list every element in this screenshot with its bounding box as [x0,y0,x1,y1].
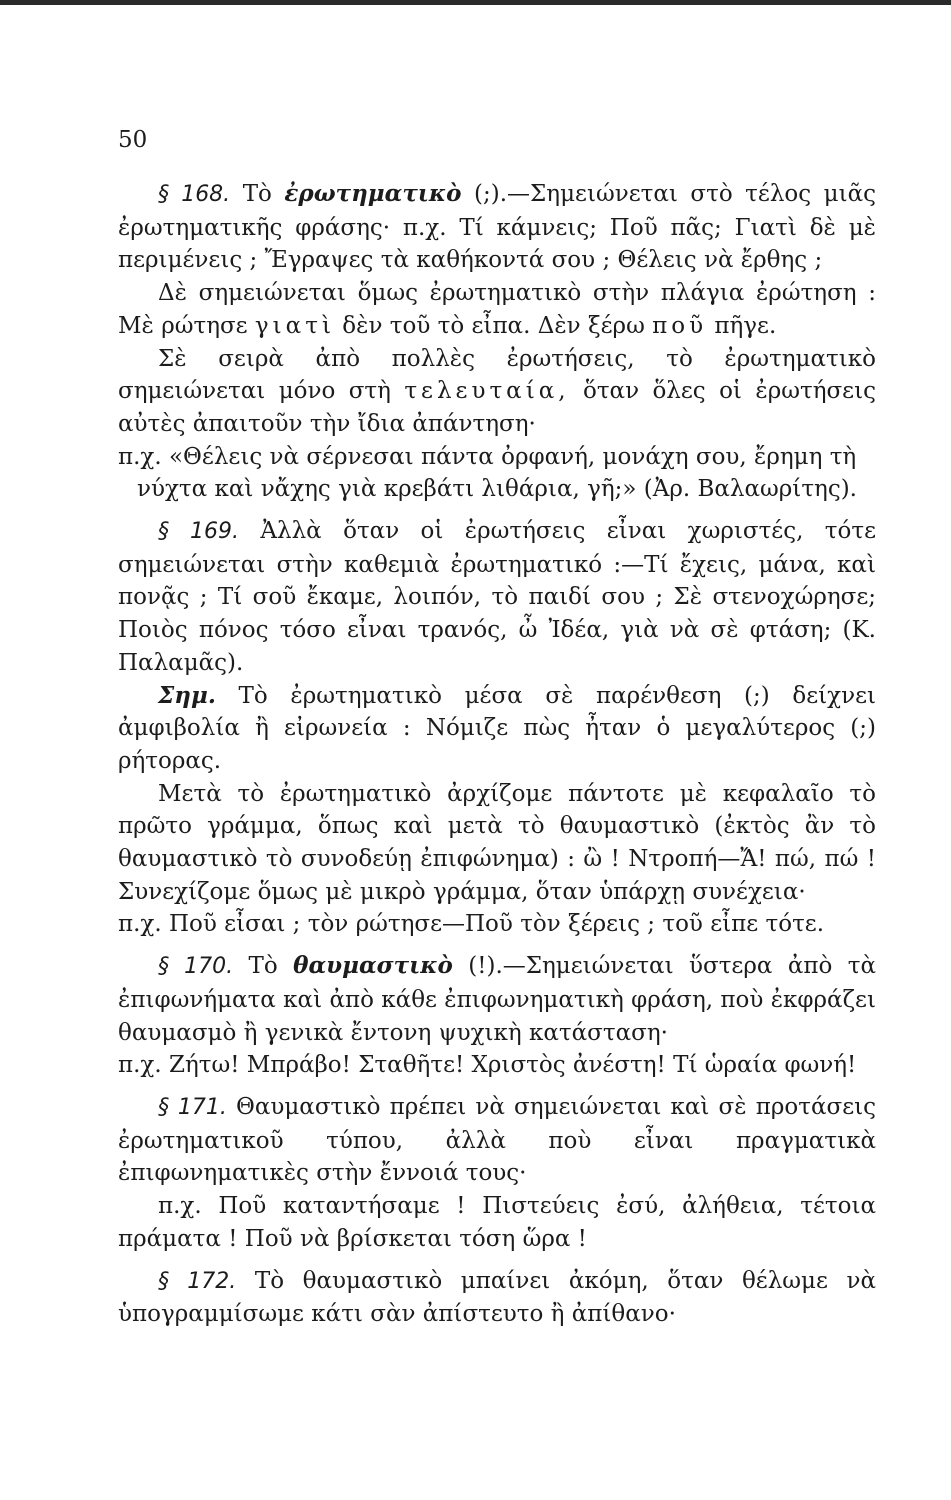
scan-top-border [0,0,951,5]
spaced-word: γιατὶ [254,312,335,339]
paragraph-series-questions: Σὲ σειρὰ ἀπὸ πολλὲς ἐρωτήσεις, τὸ ἐρωτηματικὸ σημειώνεται μόνο στὴ τελευταία, ὅταν ὅλες οἱ ἐρωτήσεις αὐτὲς ἀπαιτοῦν τὴν ἴδια ἀπάντηση· [118,345,876,437]
example-line: π.χ. Ποῦ καταντήσαμε ! Πιστεύεις ἐσύ, ἀλήθεια, τέτοια πράματα ! Ποῦ νὰ βρίσκεται τόση ὥρα ! [118,1193,876,1252]
paragraph-169: § 169. Ἀλλὰ ὅταν οἱ ἐρωτήσεις εἶναι χωριστές, τότε σημειώνεται στὴν καθεμιὰ ἐρωτηματικό :—Τί ἔχεις, μάνα, καὶ πονᾷς ; Τί σοῦ ἔκαμε, λοιπόν, τὸ παιδί σου ; Σὲ στενοχώρησε; Ποιὸς πόνος τόσο εἶναι τρανός, ὦ Ἰδέα, γιὰ νὰ σὲ φτάση; (Κ. Παλαμᾶς). [118,518,876,676]
paragraph-172: § 172. Τὸ θαυμαστικὸ μπαίνει ἀκόμη, ὅταν θέλωμε νὰ ὑπογραμμίσωμε κάτι σὰν ἀπίστευτο ἢ ἀπίθανο· [118,1267,877,1328]
page-body [118,178,876,1331]
spaced-word: ποῦ [652,312,708,339]
section-number: § 168. [158,182,231,207]
term-exclamation-mark: θαυμαστικὸ [293,952,453,980]
paragraph-170: § 170. Τὸ θαυμαστικὸ (!).—Σημειώνεται ὕστερα ἀπὸ τὰ ἐπιφωνήματα καὶ ἀπὸ κάθε ἐπιφωνηματικὴ φράση, ποὺ ἐκφράζει θαυμασμὸ ἢ γενικὰ ἔντονη ψυχικὴ κατάσταση· [118,952,876,1046]
paragraph-indirect-question: Δὲ σημειώνεται ὅμως ἐρωτηματικὸ στὴν πλάγια ἐρώτηση : Μὲ ρώτησε γιατὶ δὲν τοῦ τὸ εἶπα. Δὲν ξέρω ποῦ πῆγε. [118,280,876,339]
section-number: § 169. [158,519,240,545]
example-quote: π.χ. «Θέλεις νὰ σέρνεσαι πάντα ὀρφανή, μονάχη σου, ἔρημη τὴ νύχτα καὶ νἄχης γιὰ κρεβάτι λιθάρια, γῆ;» (Ἀρ. Βαλαωρίτης). [118,443,857,503]
example-line: π.χ. Ζήτω! Μπράβο! Σταθῆτε! Χριστὸς ἀνέστη! Τί ὡραία φωνή! [118,1052,857,1079]
section-number: § 172. [158,1268,237,1294]
paragraph-capitalization: Μετὰ τὸ ἐρωτηματικὸ ἀρχίζομε πάντοτε μὲ κεφαλαῖο τὸ πρῶτο γράμμα, ὅπως καὶ μετὰ τὸ θαυμαστικὸ (ἐκτὸς ἂν τὸ θαυμαστικὸ τὸ συνοδεύῃ ἐπιφώνημα) : ὢ ! Ντροπή—Ἄ! πώ, πώ ! Συνεχίζομε ὅμως μὲ μικρὸ γράμμα, ὅταν ὑπάρχῃ συνέχεια· [118,780,876,905]
example-line: π.χ. Ποῦ εἶσαι ; τὸν ρώτησε—Ποῦ τὸν ξέρεις ; τοῦ εἶπε τότε. [118,911,825,938]
paragraph-168: § 168. Τὸ ἐρωτηματικὸ (;).—Σημειώνεται στὸ τέλος μιᾶς ἐρωτηματικῆς φράσης· π.χ. Τί κάμνεις; Ποῦ πᾶς; Γιατὶ δὲ μὲ περιμένεις ; Ἔγραψες τὰ καθήκοντά σου ; Θέλεις νὰ ἔρθης ; [118,180,877,274]
paragraph-note: Σημ. Τὸ ἐρωτηματικὸ μέσα σὲ παρένθεση (;) δείχνει ἀμφιβολία ἢ εἰρωνεία : Νόμιζε πὼς ἦταν ὁ μεγαλύτερος (;) ρήτορας. [118,681,876,774]
page-number: 50 [118,127,148,153]
note-label: Σημ. [158,681,216,709]
section-number: § 171. [158,1094,227,1120]
section-number: § 170. [158,954,234,980]
paragraph-171: § 171. Θαυμαστικὸ πρέπει νὰ σημειώνεται καὶ σὲ προτάσεις ἐρωτηματικοῦ τύπου, ἀλλὰ ποὺ εἶναι πραγματικὰ ἐπιφωνηματικὲς στὴν ἔννοιά τους· [118,1093,877,1187]
spaced-word: τελευταία, [404,378,570,405]
term-question-mark: ἐρωτηματικὸ [284,180,462,207]
